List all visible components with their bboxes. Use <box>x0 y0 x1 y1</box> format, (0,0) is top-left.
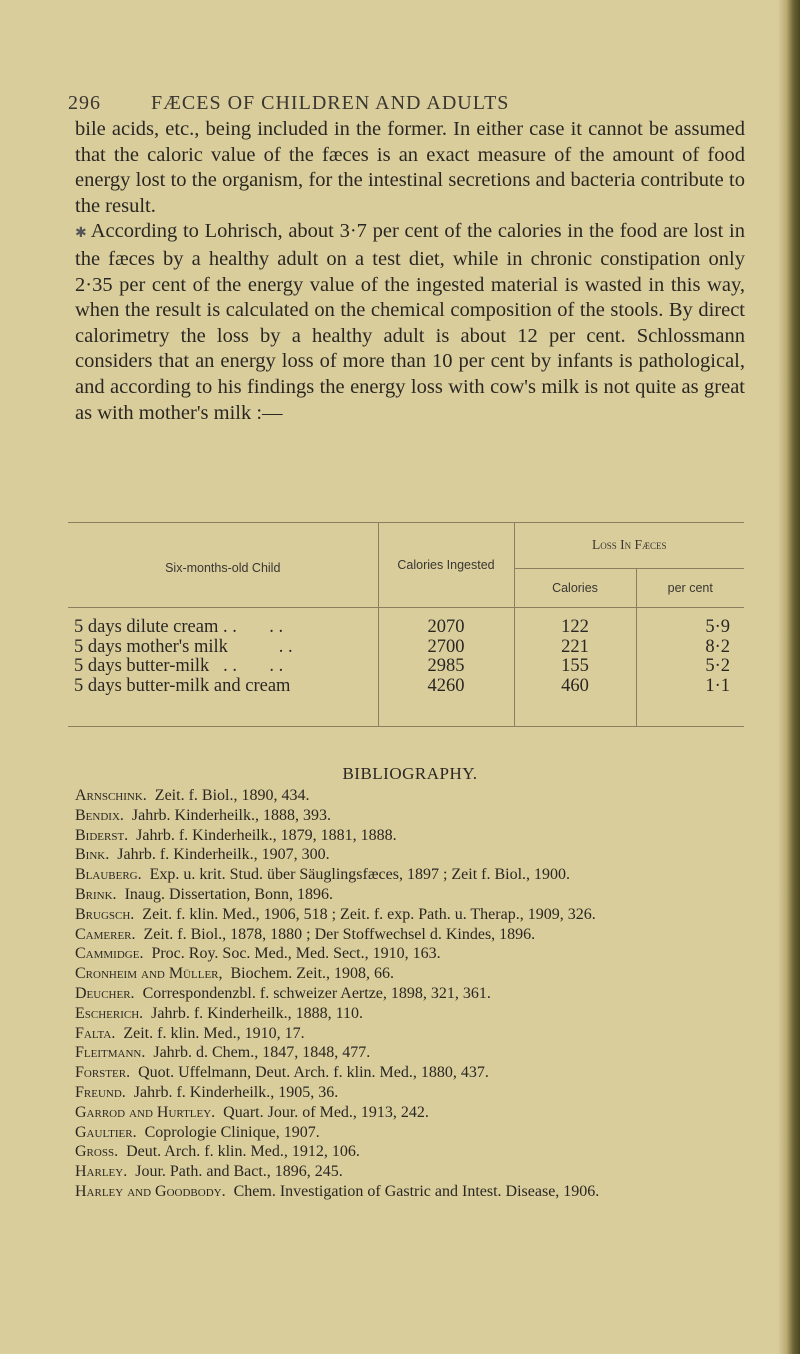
reference: Chem. Investigation of Gastric and Intest. Disease, 1906. <box>233 1182 600 1200</box>
bibliography-entry <box>75 1142 745 1162</box>
bibliography-entry <box>75 1162 745 1182</box>
col-header-ingested: Calories Ingested <box>378 523 514 608</box>
reference: Jahrb. f. Kinderheilk., 1879, 1881, 1888. <box>136 826 397 844</box>
bibliography-entry <box>75 826 745 846</box>
reference: Inaug. Dissertation, Bonn, 1896. <box>124 885 333 903</box>
reference: Coprologie Clinique, 1907. <box>144 1123 320 1141</box>
table-row: 5 days dilute cream . . . . 2070 122 5·9 <box>68 608 744 638</box>
reference: Jahrb. f. Kinderheilk., 1888, 110. <box>151 1004 363 1022</box>
page-number: 296 <box>68 92 101 114</box>
author-name: Biderst. <box>75 826 129 844</box>
book-binding-shadow <box>778 0 800 1354</box>
reference: Jahrb. d. Chem., 1847, 1848, 477. <box>153 1044 371 1062</box>
bibliography-entry <box>75 865 745 885</box>
author-name: Gross. <box>75 1143 119 1161</box>
energy-loss-table <box>68 522 744 727</box>
bibliography-entry <box>75 944 745 964</box>
paragraph: bile acids, etc., being included in the former. In either case it cannot be assumed that the caloric value of the fæces is an exact measure of the amount of food energy lost to the organism, for the intestinal secretions and bacteria contribute to the result. <box>75 118 745 217</box>
bibliography-entry <box>75 1182 745 1202</box>
author-name: Fleitmann. <box>75 1044 146 1062</box>
author-name: Bendix. <box>75 806 124 824</box>
bibliography-entry <box>75 806 745 826</box>
reference: Zeit. f. Biol., 1878, 1880 ; Der Stoffwechsel d. Kindes, 1896. <box>143 925 536 943</box>
reference: Zeit. f. klin. Med., 1910, 17. <box>123 1024 305 1042</box>
table-row: 5 days butter-milk and cream 4260 460 1·1 <box>68 677 744 727</box>
bibliography-entry <box>75 845 745 865</box>
author-name: Bink. <box>75 846 110 864</box>
bibliography-entry <box>75 786 745 806</box>
bibliography-entry <box>75 964 745 984</box>
running-header <box>68 92 509 115</box>
bibliography-entry <box>75 1063 745 1083</box>
col-header-calories: Calories <box>514 568 636 607</box>
author-name: Cronheim and Müller, <box>75 965 223 983</box>
author-name: Harley and Goodbody. <box>75 1182 226 1200</box>
author-name: Forster. <box>75 1064 131 1082</box>
author-name: Blauberg. <box>75 866 142 884</box>
author-name: Cammidge. <box>75 945 144 963</box>
col-header-percent: per cent <box>636 568 744 607</box>
reference: Jahrb. f. Kinderheilk., 1905, 36. <box>133 1083 339 1101</box>
body-text <box>75 117 745 426</box>
reference: Zeit. f. klin. Med., 1906, 518 ; Zeit. f. exp. Path. u. Therap., 1909, 326. <box>142 905 596 923</box>
bibliography-entry <box>75 1004 745 1024</box>
bibliography <box>75 762 745 1202</box>
author-name: Gaultier. <box>75 1123 137 1141</box>
author-name: Falta. <box>75 1024 116 1042</box>
author-name: Harley. <box>75 1163 128 1181</box>
reference: Quot. Uffelmann, Deut. Arch. f. klin. Med., 1880, 437. <box>138 1064 489 1082</box>
bibliography-entry <box>75 1103 745 1123</box>
bibliography-entry <box>75 1123 745 1143</box>
reference: Zeit. f. Biol., 1890, 434. <box>154 787 310 804</box>
bibliography-title: BIBLIOGRAPHY. <box>342 764 478 783</box>
reference: Proc. Roy. Soc. Med., Med. Sect., 1910, 163. <box>151 945 441 963</box>
running-title: FÆCES OF CHILDREN AND ADULTS <box>151 92 510 114</box>
author-name: Brink. <box>75 885 117 903</box>
author-name: Deucher. <box>75 984 135 1002</box>
author-name: Brugsch. <box>75 905 135 923</box>
bibliography-entry <box>75 1024 745 1044</box>
col-header-child: Six-months-old Child <box>68 523 378 608</box>
paragraph: ✱ According to Lohrisch, about 3·7 per cent of the calories in the food are lost in the fæces by a healthy adult on a test diet, while in chronic constipation only 2·35 per cent of the energy value of the ingested material is wasted in this way, when the result is calculated on the chemical composition of the stools. By direct calorimetry the loss by a healthy adult is about 12 per cent. Schlossmann considers that an energy loss of more than 10 per cent by infants is pathological, and according to his findings the energy loss with cow's milk is not quite as great as with mother's milk :— <box>75 220 745 424</box>
reference: Jahrb. Kinderheilk., 1888, 393. <box>131 806 331 824</box>
author-name: Camerer. <box>75 925 136 943</box>
reference: Quart. Jour. of Med., 1913, 242. <box>223 1103 429 1121</box>
bibliography-list <box>75 786 745 1202</box>
bibliography-entry <box>75 925 745 945</box>
reference: Correspondenzbl. f. schweizer Aertze, 1898, 321, 361. <box>142 984 491 1002</box>
bibliography-entry <box>75 1043 745 1063</box>
reference: Biochem. Zeit., 1908, 66. <box>230 965 395 983</box>
author-name: Freund. <box>75 1083 126 1101</box>
bibliography-entry <box>75 905 745 925</box>
reference: Exp. u. krit. Stud. über Säuglingsfæces, 1897 ; Zeit f. Biol., 1900. <box>149 866 571 884</box>
author-name: Garrod and Hurtley. <box>75 1103 216 1121</box>
col-header-loss: Loss In Fæces <box>514 523 744 569</box>
margin-mark-icon: ✱ <box>75 226 87 242</box>
table-row: 5 days butter-milk . . . . 2985 155 5·2 <box>68 657 744 677</box>
author-name: Escherich. <box>75 1004 144 1022</box>
bibliography-entry <box>75 1083 745 1103</box>
reference: Deut. Arch. f. klin. Med., 1912, 106. <box>126 1143 360 1161</box>
reference: Jahrb. f. Kinderheilk., 1907, 300. <box>117 846 330 864</box>
reference: Jour. Path. and Bact., 1896, 245. <box>135 1163 343 1181</box>
table-row: 5 days mother's milk . . 2700 221 8·2 <box>68 638 744 658</box>
bibliography-entry <box>75 885 745 905</box>
author-name: Arnschink. <box>75 787 147 804</box>
bibliography-entry <box>75 984 745 1004</box>
